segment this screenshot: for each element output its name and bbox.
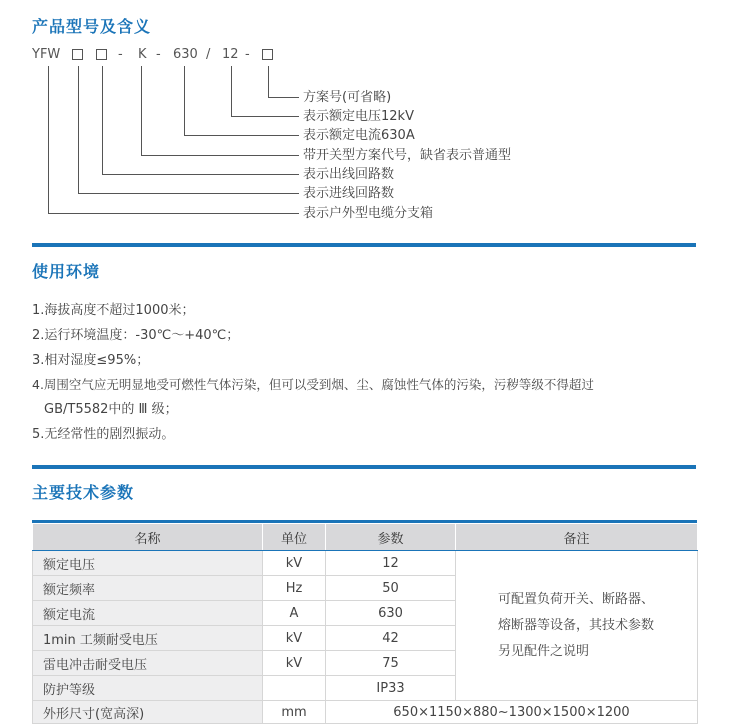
table-row xyxy=(33,701,698,724)
desc-incoming: 表示进线回路数 xyxy=(303,186,395,201)
code-dash-2: - xyxy=(156,47,161,62)
cell-unit: Hz xyxy=(263,576,326,601)
cell-name: 额定电流 xyxy=(33,601,263,626)
code-box-2 xyxy=(96,49,107,60)
code-box-3 xyxy=(262,49,273,60)
desc-current: 表示额定电流630A xyxy=(303,128,415,143)
cell-value: 630 xyxy=(326,601,456,626)
cell-value: 50 xyxy=(326,576,456,601)
cell-name: 额定频率 xyxy=(33,576,263,601)
desc-outdoor: 表示户外型电缆分支箱 xyxy=(303,206,434,221)
env-item-3: 3.相对湿度≤95%； xyxy=(32,353,150,368)
code-k: K xyxy=(138,47,147,62)
desc-switch-type: 带开关型方案代号，缺省表示普通型 xyxy=(303,148,512,163)
code-prefix: YFW xyxy=(32,47,61,62)
cell-value-dimensions: 650×1150×880~1300×1500×1200 xyxy=(326,701,698,724)
cell-unit: kV xyxy=(263,551,326,576)
cell-unit: mm xyxy=(263,701,326,724)
env-item-2: 2.运行环境温度：-30℃～+40℃； xyxy=(32,328,240,343)
cell-name: 外形尺寸(宽高深) xyxy=(33,701,263,724)
section-title-env: 使用环境 xyxy=(32,262,101,281)
section-title-tech: 主要技术参数 xyxy=(32,483,135,502)
env-item-4: 4.周围空气应无明显地受可燃性气体污染，但可以受到烟、尘、腐蚀性气体的污染，污秽等级不得超过 xyxy=(32,377,594,392)
cell-unit: kV xyxy=(263,626,326,651)
code-box-1 xyxy=(72,49,83,60)
desc-scheme: 方案号(可省略) xyxy=(303,90,392,105)
header-unit: 单位 xyxy=(263,524,326,551)
desc-voltage: 表示额定电压12kV xyxy=(303,109,414,124)
cell-value: IP33 xyxy=(326,676,456,701)
cell-name: 1min 工频耐受电压 xyxy=(33,626,263,651)
header-value: 参数 xyxy=(326,524,456,551)
section-divider-2 xyxy=(32,465,696,469)
section-title-model: 产品型号及含义 xyxy=(32,17,152,36)
code-dash-3: - xyxy=(245,47,250,62)
params-table xyxy=(32,523,698,724)
bracket-line-7 xyxy=(48,66,299,214)
cell-unit xyxy=(263,676,326,701)
cell-name: 额定电压 xyxy=(33,551,263,576)
cell-unit: kV xyxy=(263,651,326,676)
code-dash-1: - xyxy=(118,47,123,62)
code-voltage: 12 xyxy=(222,47,239,62)
env-item-4-cont: GB/T5582中的 Ⅲ 级； xyxy=(44,402,178,417)
cell-value: 75 xyxy=(326,651,456,676)
header-note: 备注 xyxy=(456,524,698,551)
cell-note: 可配置负荷开关、断路器、 熔断器等设备，其技术参数 另见配件之说明 xyxy=(456,551,698,701)
table-header-row xyxy=(33,524,698,551)
cell-name: 防护等级 xyxy=(33,676,263,701)
cell-value: 12 xyxy=(326,551,456,576)
table-row xyxy=(33,551,698,576)
cell-value: 42 xyxy=(326,626,456,651)
cell-name: 雷电冲击耐受电压 xyxy=(33,651,263,676)
desc-outgoing: 表示出线回路数 xyxy=(303,167,395,182)
env-item-5: 5.无经常性的剧烈振动。 xyxy=(32,427,175,442)
code-slash: / xyxy=(206,47,211,62)
cell-unit: A xyxy=(263,601,326,626)
section-divider-1 xyxy=(32,243,696,247)
env-item-1: 1.海拔高度不超过1000米； xyxy=(32,303,195,318)
code-current: 630 xyxy=(173,47,198,62)
header-name: 名称 xyxy=(33,524,263,551)
